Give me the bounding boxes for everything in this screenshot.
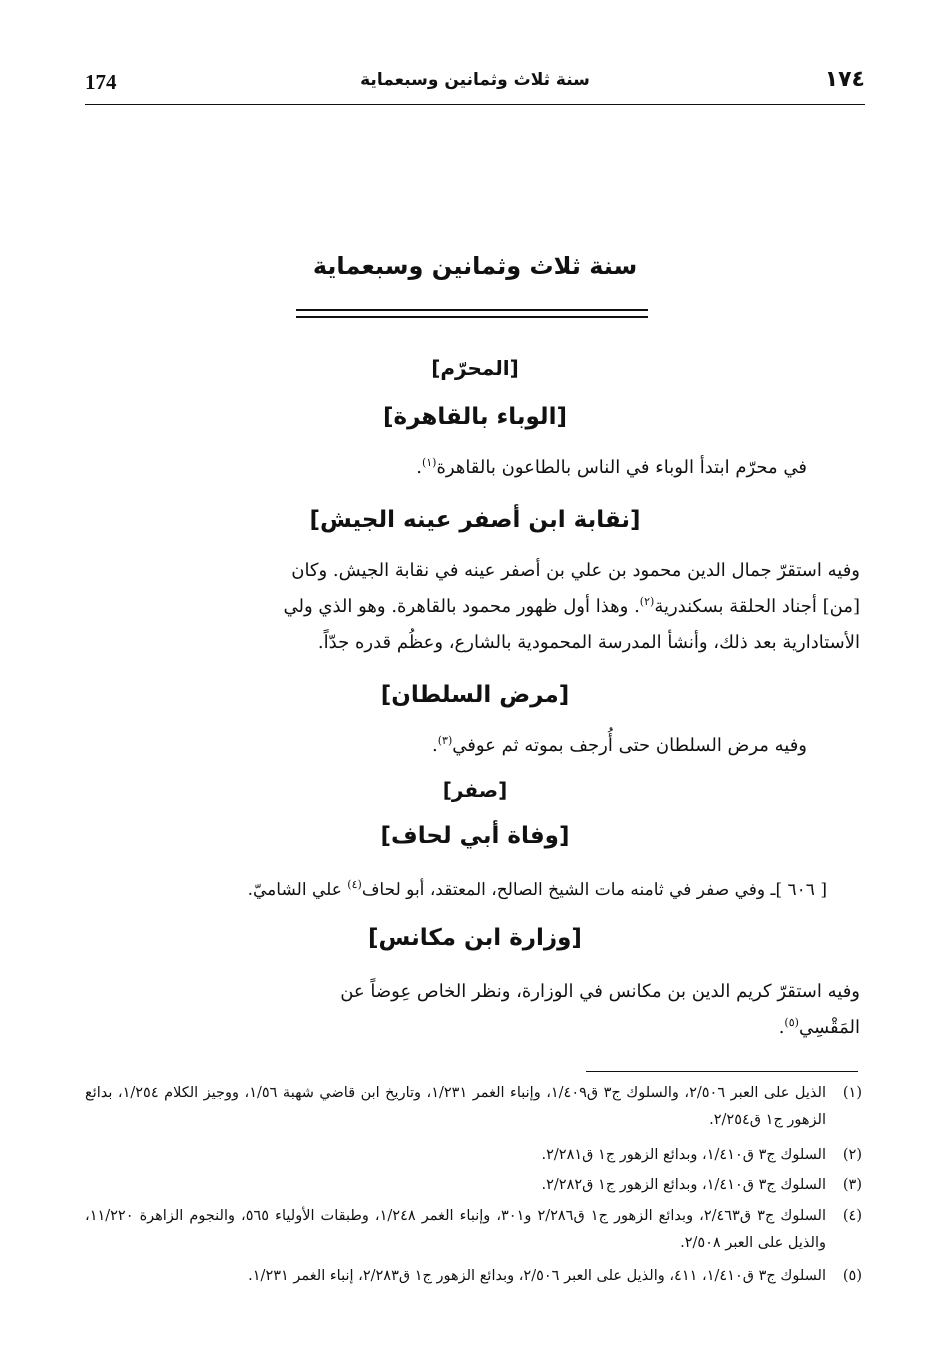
- paragraph-army: [85, 553, 860, 661]
- month-heading-safar: [صفر]: [442, 778, 508, 802]
- vizier-line-2: [85, 1010, 860, 1046]
- section-heading-plague: [الوباء بالقاهرة]: [383, 404, 567, 430]
- army-line-1: وفيه استقرّ جمال الدين محمود بن علي بن أصفر عينه في نقابة الجيش. وكان: [291, 560, 860, 581]
- footnote-text: الذيل على العبر ٢/٥٠٦، والسلوك ج٣ ق١/٤٠٩، وإنباء الغمر ١/٢٣١، وتاريخ ابن قاضي شهبة ١/٥٦، ووجيز الكلام ١/٢٥٤، بدائع الزهور ج١ ق٢/٢٥٤.: [85, 1085, 826, 1128]
- death-text-b: علي الشاميّ.: [247, 880, 348, 900]
- section-heading-vizier: [وزارة ابن مكانس]: [368, 925, 582, 951]
- footnote-ref-5: (٥): [784, 1016, 799, 1029]
- footnote-ref-2: (٢): [639, 595, 655, 608]
- army-line-3: الأستادارية بعد ذلك، وأنشأ المدرسة المحمودية بالشارع، وعظُم قدره جدّاً.: [317, 632, 860, 653]
- paragraph-death: [85, 872, 827, 908]
- footnote-number: (١): [842, 1085, 862, 1101]
- plague-end: .: [416, 457, 422, 478]
- footnote-ref-3: (٣): [437, 734, 453, 747]
- title-double-rule: [296, 309, 648, 318]
- paragraph-vizier: [85, 974, 860, 1046]
- footnotes: [85, 1080, 862, 1290]
- vizier-line-1: وفيه استقرّ كريم الدين بن مكانس في الوزارة، ونظر الخاص عِوضاً عن: [340, 981, 860, 1002]
- running-header: [85, 67, 865, 104]
- footnote-text: السلوك ج٣ ق١/٤١٠، وبدائع الزهور ج١ ق٢/٢٨١.: [541, 1147, 826, 1163]
- footnote-text: السلوك ج٣ ق١/٤١٠، وبدائع الزهور ج١ ق٢/٢٨٢.: [541, 1177, 826, 1193]
- page-number-latin: 174: [85, 70, 117, 94]
- entry-number: [ ٦٠٦ ]: [775, 880, 827, 900]
- sultan-end: .: [431, 735, 438, 756]
- army-line-2b: . وهذا أول ظهور محمود بالقاهرة. وهو الذي ولي: [283, 596, 640, 617]
- footnote-1: [85, 1080, 862, 1134]
- month-heading-muharram: [المحرّم]: [431, 356, 519, 380]
- footnote-number: (٤): [842, 1208, 862, 1224]
- section-heading-army: [نقابة ابن أصفر عينه الجيش]: [309, 507, 641, 533]
- chapter-title: سنة ثلاث وثمانين وسبعماية: [312, 252, 638, 280]
- running-title: سنة ثلاث وثمانين وسبعماية: [360, 70, 590, 90]
- page-number-arabic: ١٧٤: [824, 67, 865, 92]
- footnote-ref-1: (١): [421, 456, 437, 469]
- footnote-number: (٢): [842, 1147, 862, 1163]
- footnote-text: السلوك ج٣ ق١/٤١٠، ٤١١، والذيل على العبر ٢/٥٠٦، وبدائع الزهور ج١ ق٢/٢٨٣، إنباء الغمر ١/٢٣١.: [248, 1268, 826, 1284]
- paragraph-plague: [85, 450, 807, 486]
- footnote-ref-4: (٤): [347, 878, 362, 891]
- footnote-text: السلوك ج٣ ق٢/٤٦٣، وبدائع الزهور ج١ ق٢/٢٨٦ و٣٠١، وإنباء الغمر ١/٢٤٨، وطبقات الأولياء ٥٦٥، والنجوم الزاهرة ١١/٢٢٠، والذيل على العبر ٢/٥٠٨.: [85, 1208, 827, 1251]
- footnote-separator: [586, 1071, 858, 1072]
- header-rule: [85, 104, 865, 105]
- section-heading-death: [وفاة أبي لحاف]: [380, 823, 570, 849]
- vizier-line-2-text: المَقْسِي: [798, 1017, 860, 1038]
- footnote-number: (٣): [842, 1177, 862, 1193]
- army-line-2a: [من] أجناد الحلقة بسكندرية: [654, 596, 860, 617]
- army-line-2: [85, 589, 860, 625]
- footnote-4: [85, 1203, 862, 1257]
- death-text-a: ـ وفي صفر في ثامنه مات الشيخ الصالح، المعتقد، أبو لحاف: [361, 880, 776, 900]
- section-heading-sultan: [مرض السلطان]: [380, 682, 570, 708]
- plague-text: في محرّم ابتدأ الوباء في الناس بالطاعون بالقاهرة: [436, 457, 807, 478]
- footnote-3: [85, 1172, 862, 1199]
- paragraph-sultan: [85, 728, 807, 764]
- footnote-5: [85, 1263, 862, 1290]
- footnote-number: (٥): [842, 1268, 862, 1284]
- vizier-end: .: [778, 1017, 785, 1038]
- footnote-2: [85, 1142, 862, 1169]
- sultan-text: وفيه مرض السلطان حتى أُرجف بموته ثم عوفي: [452, 735, 807, 756]
